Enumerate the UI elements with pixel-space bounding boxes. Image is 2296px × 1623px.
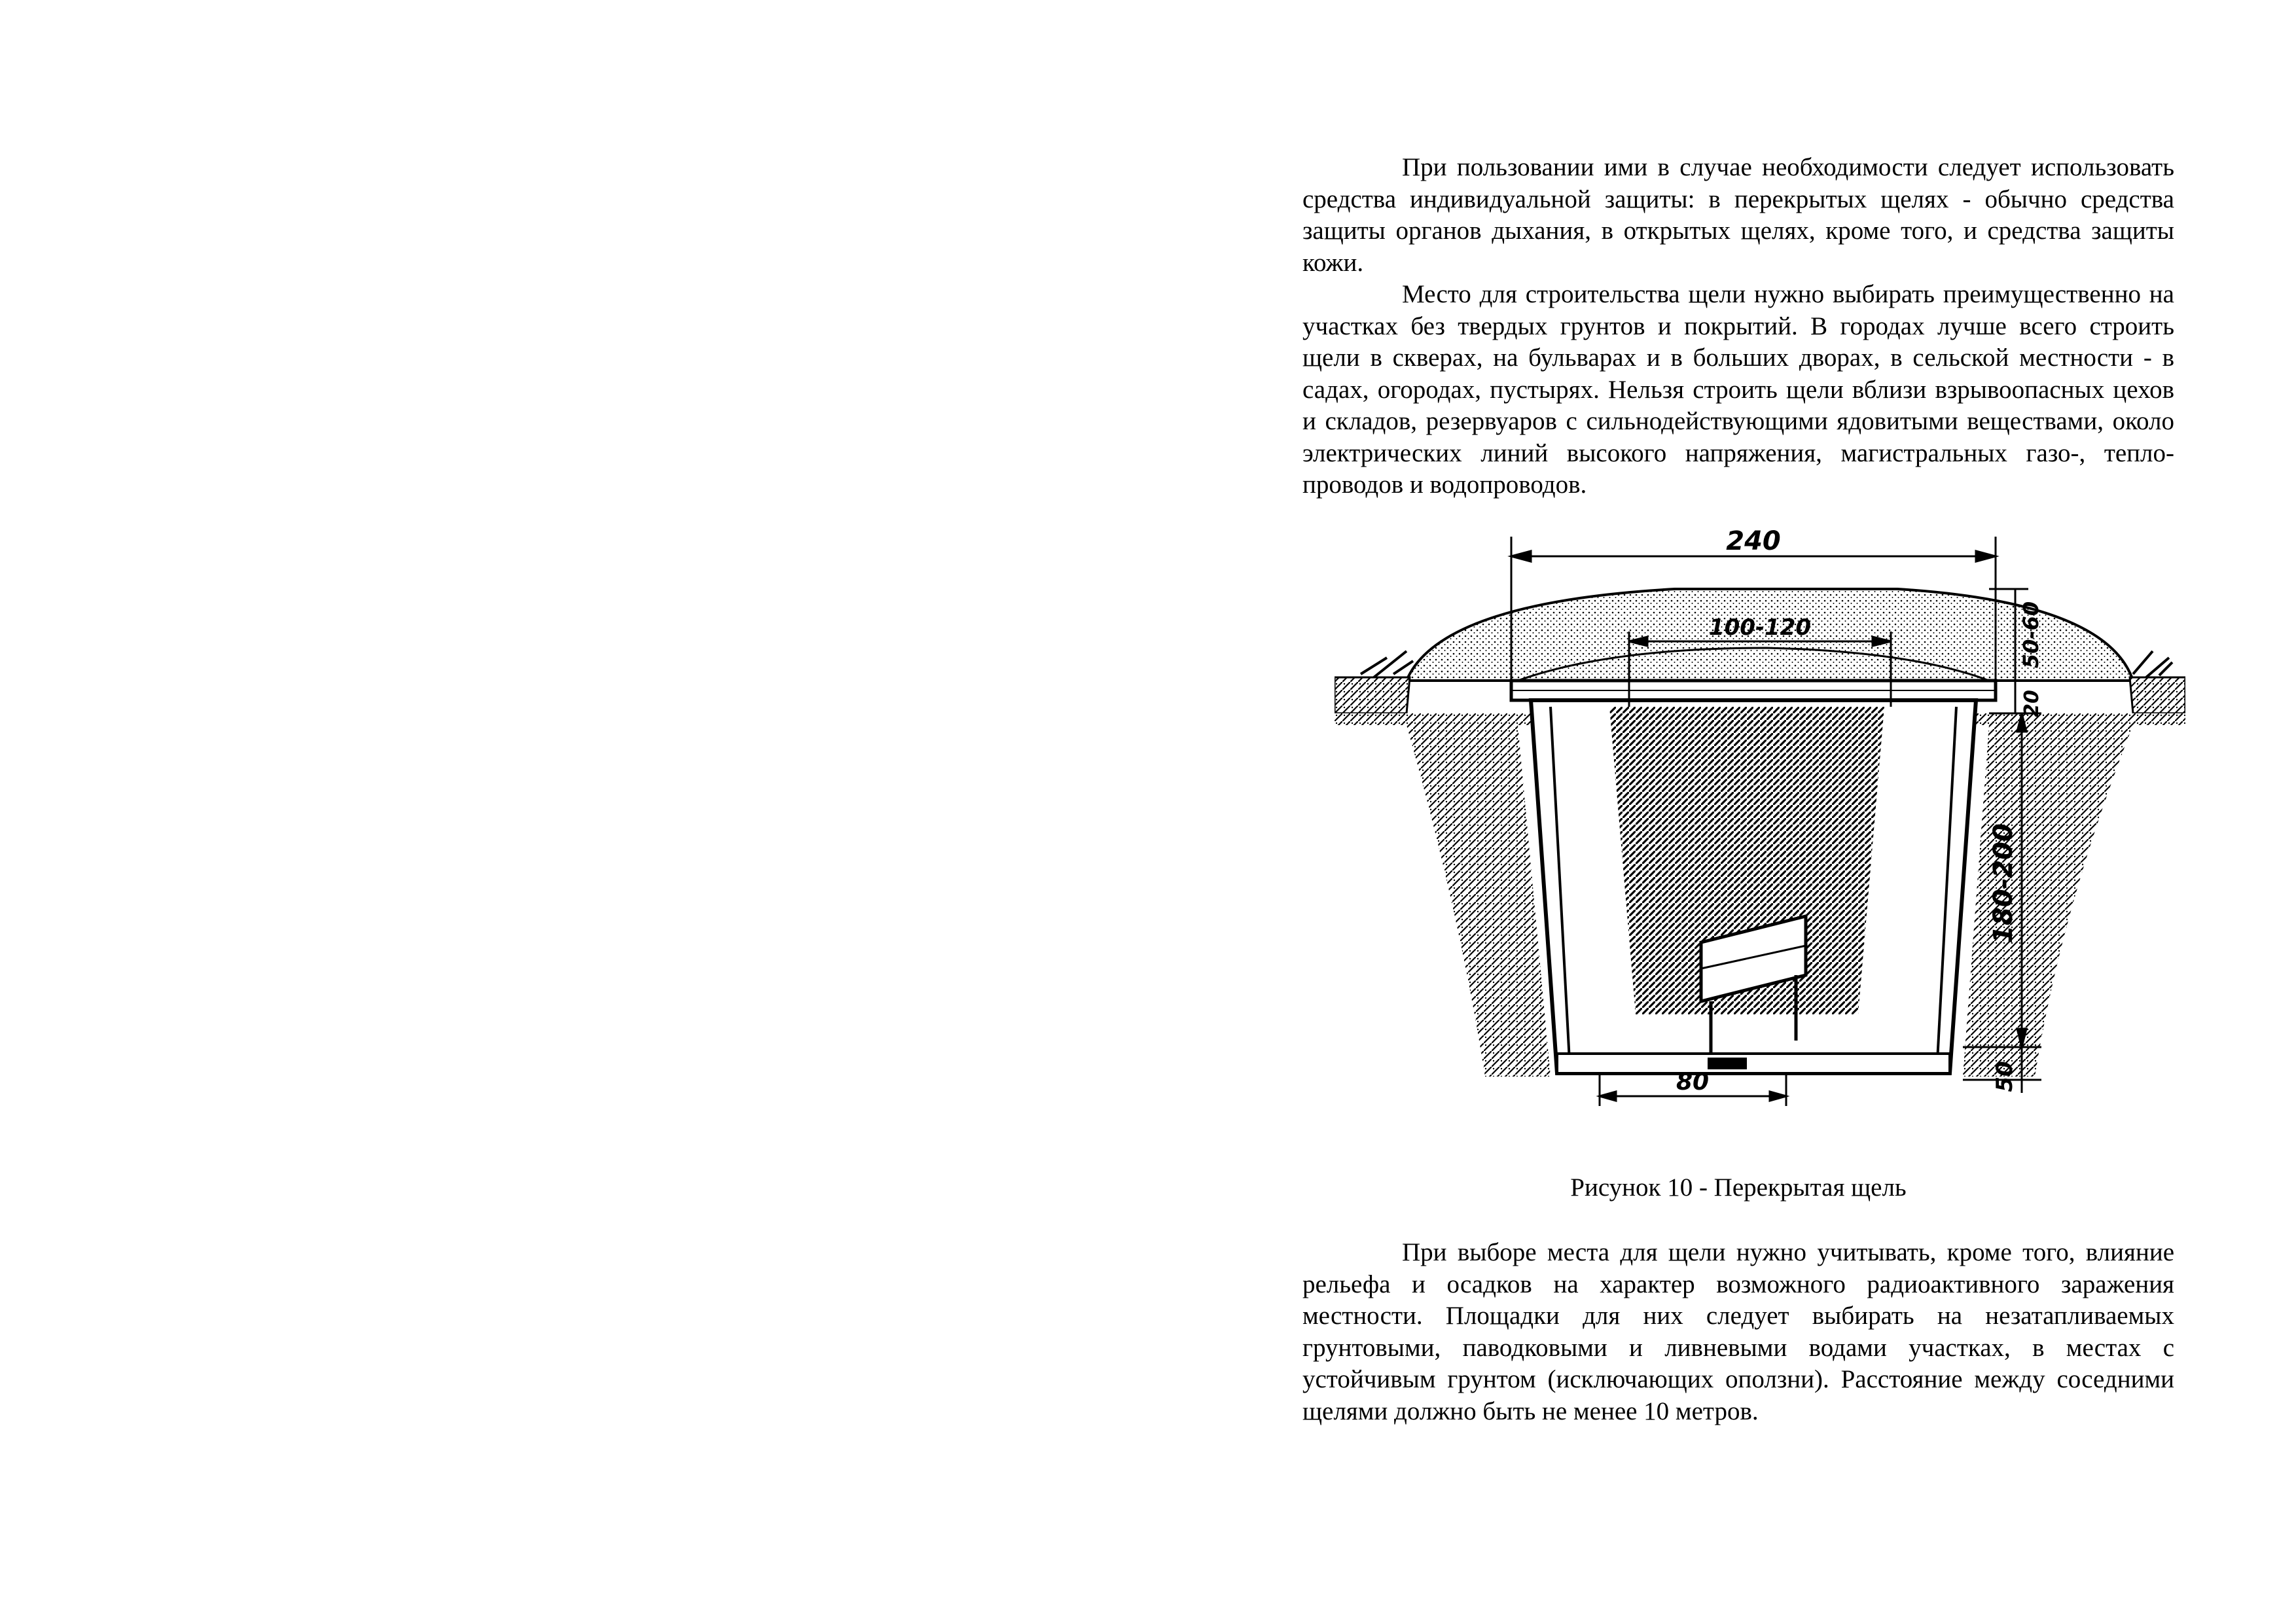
- dim-cover-thickness: 50-60: [2018, 601, 2043, 669]
- ground-surface-left: [1335, 677, 1410, 713]
- text-block-top: [1302, 152, 2174, 501]
- trench-floor: [1557, 1054, 1950, 1073]
- dim-top-width: 240: [1726, 526, 1781, 556]
- paragraph-location: Место для строительства щели нужно выбирать преимущественно на участках без твердых грунтов и покрытий. В городах лучше всего строить щели в скверах, на бульварах и в больших дворах, в сельской местности - в садах, огородах, пустырях. Нельзя строить щели вблизи взрывоопасных цехов и складов, резервуаров с сильнодействующими ядовитыми веществами, около электрических линий высокого напряжения, магистральных газо-, тепло-проводов и водопроводов.: [1302, 280, 2174, 499]
- figure-caption: Рисунок 10 - Перекрытая щель: [1570, 1173, 1907, 1202]
- trench-wall-left: [1407, 725, 1551, 1077]
- dim-depth: 180-200: [1988, 823, 2018, 944]
- ground-surface-right: [2130, 677, 2185, 713]
- grass-right: [2133, 651, 2172, 677]
- figure-covered-trench: [1335, 517, 2185, 1106]
- dim-slab: 20: [2020, 690, 2043, 717]
- dim-bottom-height: 50: [1992, 1061, 2018, 1092]
- paragraph-site-selection: При выборе места для щели нужно учитывать, кроме того, влияние рельефа и осадков на характер возможного радиоактивного заражения местности. Площадки для них следует выбирать на незатапливаемых грунтовыми, паводковыми и ливневыми водами участках, в местах с устойчивым грунтом (исключающих оползни). Расстояние между соседними щелями должно быть не менее 10 метров.: [1302, 1238, 2174, 1425]
- dim-inner-width: 100-120: [1708, 615, 1812, 641]
- drainage-groove: [1708, 1058, 1747, 1069]
- right-page: [1148, 0, 2296, 1623]
- grass-left: [1361, 651, 1413, 677]
- paragraph-protection: При пользовании ими в случае необходимости следует использовать средства индивидуальной защиты: в перекрытых щелях - обычно средства защиты органов дыхания, в открытых щелях, кроме того, и средства защиты кожи.: [1302, 153, 2174, 277]
- dim-bottom-width: 80: [1676, 1069, 1710, 1096]
- text-block-bottom: [1302, 1237, 2174, 1427]
- trench-diagram: [1335, 517, 2185, 1106]
